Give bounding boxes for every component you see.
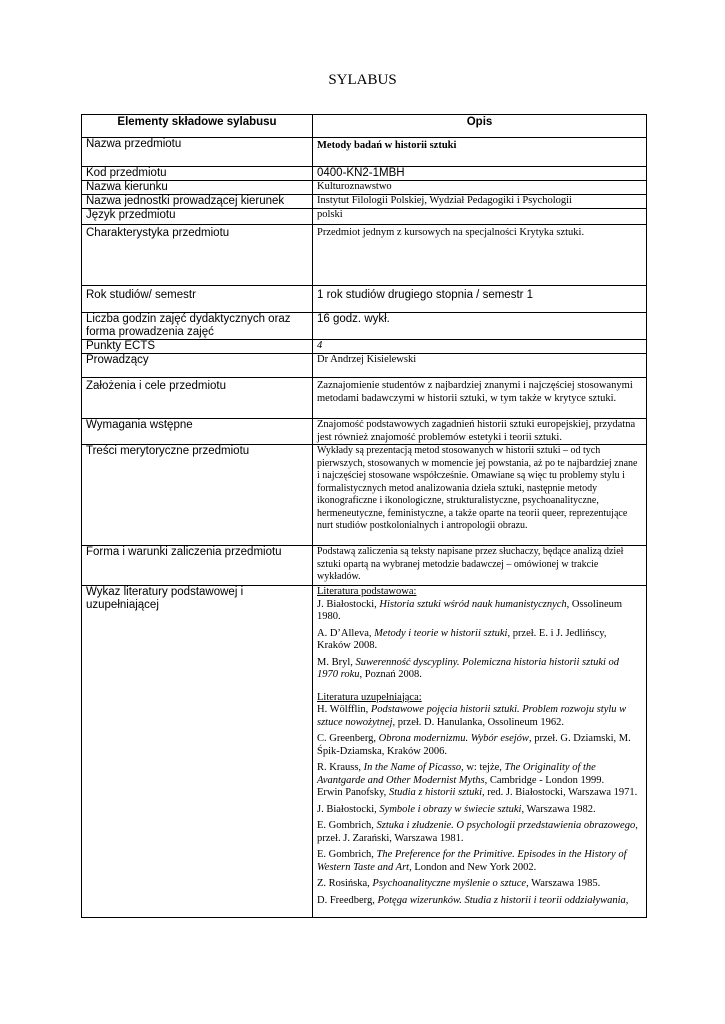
- literature-item: C. Greenberg, Obrona modernizmu. Wybór esejów, przeł. G. Dziamski, M. Śpik-Dziamska, Kraków 2006.: [317, 733, 631, 757]
- literature-item: E. Gombrich, The Preference for the Primitive. Episodes in the History of Western Taste and Art, London and New York 2002.: [317, 849, 627, 873]
- literature-item: Erwin Panofsky, Studia z historii sztuki, red. J. Białostocki, Warszawa 1971.: [317, 787, 638, 798]
- table-row: [82, 378, 647, 419]
- literature-item: E. Gombrich, Sztuka i złudzenie. O psychologii przedstawienia obrazowego, przeł. J. Zarański, Warszawa 1981.: [317, 820, 638, 844]
- literature-item: A. D’Alleva, Metody i teorie w historii sztuki, przeł. E. i J. Jedlińscy, Kraków 2008.: [317, 627, 607, 651]
- table-row: [82, 209, 647, 225]
- row-value: 0400-KN2-1MBH: [313, 167, 647, 181]
- row-label: Założenia i cele przedmiotu: [82, 378, 313, 419]
- row-value: Podstawą zaliczenia są teksty napisane przez słuchaczy, będące analizą dzieł sztuki opartą na wybranej metodzie badawczej – omówionej w trakcie wykładów.: [313, 546, 647, 586]
- table-header-row: [82, 115, 647, 138]
- row-value: Dr Andrzej Kisielewski: [313, 354, 647, 378]
- table-row: [82, 181, 647, 195]
- row-value: 4: [313, 340, 647, 354]
- row-value: Zaznajomienie studentów z najbardziej znanymi i najczęściej stosowanymi metodami badawczymi w historii sztuki, w tym także w krytyce sztuki.: [313, 378, 647, 419]
- table-row: [82, 286, 647, 313]
- row-label: Forma i warunki zaliczenia przedmiotu: [82, 546, 313, 586]
- row-label: Punkty ECTS: [82, 340, 313, 354]
- row-value: 1 rok studiów drugiego stopnia / semestr 1: [313, 286, 647, 313]
- literature-item: J. Białostocki, Historia sztuki wśród nauk humanistycznych, Ossolineum 1980.: [317, 598, 623, 622]
- literature-item: Z. Rosińska, Psychoanalityczne myślenie o sztuce, Warszawa 1985.: [317, 878, 601, 889]
- literature-basic-heading: Literatura podstawowa:: [317, 586, 417, 597]
- literature-item: J. Białostocki, Symbole i obrazy w świecie sztuki, Warszawa 1982.: [317, 803, 596, 815]
- row-value: Kulturoznawstwo: [313, 181, 647, 195]
- row-value: Instytut Filologii Polskiej, Wydział Pedagogiki i Psychologii: [313, 195, 647, 209]
- table-row: [82, 195, 647, 209]
- row-value: Znajomość podstawowych zagadnień historii sztuki europejskiej, przydatna jest również znajomość problemów estetyki i teorii sztuki.: [313, 419, 647, 445]
- table-row: [82, 167, 647, 181]
- row-label: Nazwa kierunku: [82, 181, 313, 195]
- literature-item: H. Wölfflin, Podstawowe pojęcia historii sztuki. Problem rozwoju stylu w sztuce nowożytnej, przeł. D. Hanulanka, Ossolineum 1962.: [317, 704, 627, 728]
- row-label: Kod przedmiotu: [82, 167, 313, 181]
- row-label: Nazwa jednostki prowadzącej kierunek: [82, 195, 313, 209]
- syllabus-table: [81, 114, 647, 918]
- page-title: SYLABUS: [328, 72, 397, 88]
- literature-extra: [317, 692, 642, 908]
- table-row: [82, 340, 647, 354]
- literature-item: M. Bryl, Suwerenność dyscypliny. Polemiczna historia historii sztuki od 1970 roku, Poznań 2008.: [317, 656, 620, 680]
- row-label: Liczba godzin zajęć dydaktycznych oraz forma prowadzenia zajęć: [82, 313, 313, 340]
- table-row: [82, 313, 647, 340]
- header-label-cell: Elementy składowe sylabusu: [82, 115, 313, 138]
- row-label: Wykaz literatury podstawowej i uzupełniającej: [82, 586, 313, 918]
- row-value: Wykłady są prezentacją metod stosowanych w historii sztuki – od tych pierwszych, stosowanych w momencie jej powstania, aż po te najbardziej znane i najczęściej stosowane współcześnie. Omawiane są więc tu problemy stylu i formalistycznych metod analizowania dzieła sztuki, następnie metody ikonograficzne i ikonologiczne, strukturalistyczne, psychoanalityczne, hermeneutyczne, feministyczne, a także oparte na teorii queer, reprezentujące nurt studiów postkolonialnych i antropologii obrazu.: [313, 445, 647, 546]
- literature-cell: [313, 586, 647, 918]
- table-row: [82, 354, 647, 378]
- table-row: [82, 586, 647, 918]
- row-label: Nazwa przedmiotu: [82, 138, 313, 167]
- row-label: Język przedmiotu: [82, 209, 313, 225]
- row-value: 16 godz. wykł.: [313, 313, 647, 340]
- table-row: [82, 419, 647, 445]
- row-value: Przedmiot jednym z kursowych na specjalności Krytyka sztuki.: [313, 225, 647, 286]
- literature-basic: [317, 586, 642, 682]
- row-value: Metody badań w historii sztuki: [313, 138, 647, 167]
- header-value-cell: Opis: [313, 115, 647, 138]
- literature-item: R. Krauss, In the Name of Picasso, w: tejże, The Originality of the Avantgarde and Other Modernist Myths, Cambridge - London 1999.: [317, 762, 605, 786]
- table-row: [82, 445, 647, 546]
- row-label: Wymagania wstępne: [82, 419, 313, 445]
- table-row: [82, 138, 647, 167]
- table-row: [82, 546, 647, 586]
- row-label: Rok studiów/ semestr: [82, 286, 313, 313]
- row-label: Treści merytoryczne przedmiotu: [82, 445, 313, 546]
- row-value: polski: [313, 209, 647, 225]
- row-label: Prowadzący: [82, 354, 313, 378]
- table-row: [82, 225, 647, 286]
- literature-item: D. Freedberg, Potęga wizerunków. Studia z historii i teorii oddziaływania,: [317, 894, 629, 906]
- row-label: Charakterystyka przedmiotu: [82, 225, 313, 286]
- literature-extra-heading: Literatura uzupełniająca:: [317, 691, 422, 703]
